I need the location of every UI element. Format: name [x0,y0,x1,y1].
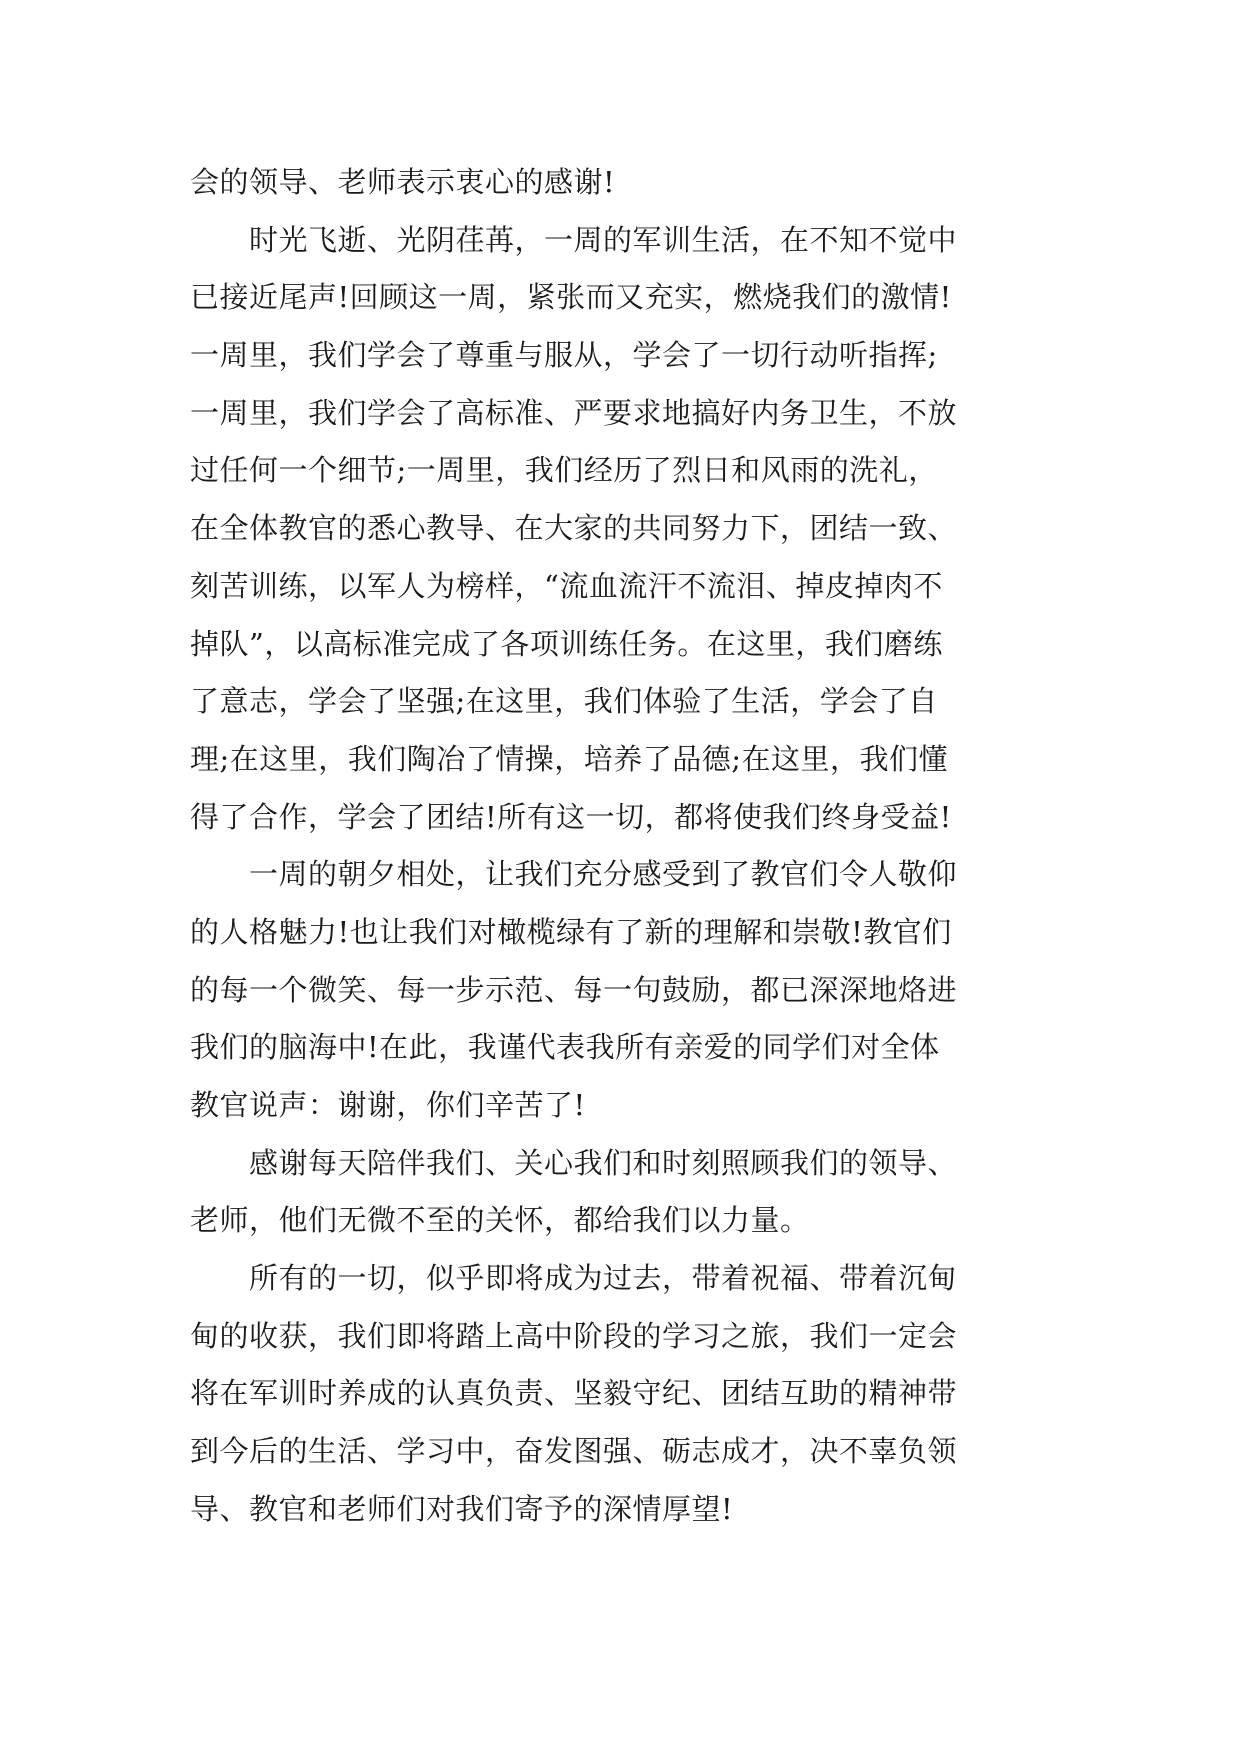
text-line: 我们的脑海中!在此，我谨代表我所有亲爱的同学们对全体 [190,1030,940,1065]
text-line: 了意志，学会了坚强;在这里，我们体验了生活，学会了自 [190,684,938,719]
text-line: 老师，他们无微不至的关怀，都给我们以力量。 [190,1203,810,1238]
text-line: 得了合作，学会了团结!所有这一切，都将使我们终身受益! [190,799,952,834]
text-line: 到今后的生活、学习中，奋发图强、砺志成才，决不辜负领 [190,1434,958,1469]
text-line: 将在军训时养成的认真负责、坚毅守纪、团结互助的精神带 [190,1376,958,1411]
text-line: 感谢每天陪伴我们、关心我们和时刻照顾我们的领导、 [190,1145,958,1180]
text-line: 一周里，我们学会了高标准、严要求地搞好内务卫生，不放 [190,395,958,430]
text-line: 会的领导、老师表示衷心的感谢! [190,165,616,199]
text-line: 所有的一切，似乎即将成为过去，带着祝福、带着沉甸 [190,1261,958,1296]
text-line: 甸的收获，我们即将踏上高中阶段的学习之旅，我们一定会 [190,1318,958,1353]
text-line: 在全体教官的悉心教导、在大家的共同努力下，团结一致、 [190,511,958,546]
text-line: 的人格魅力!也让我们对橄榄绿有了新的理解和崇敬!教官们 [190,914,952,949]
text-line: 一周里，我们学会了尊重与服从，学会了一切行动听指挥; [190,338,938,373]
text-line: 一周的朝夕相处，让我们充分感受到了教官们令人敬仰 [190,857,958,892]
text-line: 已接近尾声!回顾这一周，紧张而又充实，燃烧我们的激情! [190,280,952,315]
text-line: 刻苦训练，以军人为榜样，“流血流汗不流泪、掉皮掉肉不 [190,568,943,603]
text-line: 理;在这里，我们陶冶了情操，培养了品德;在这里，我们懂 [190,741,949,776]
text-line: 时光飞逝、光阴荏苒，一周的军训生活，在不知不觉中 [190,222,958,257]
text-line: 过任何一个细节;一周里，我们经历了烈日和风雨的洗礼， [190,453,938,488]
text-line: 教官说声：谢谢，你们辛苦了! [190,1088,586,1122]
text-line: 掉队”，以高标准完成了各项训练任务。在这里，我们磨练 [190,626,943,661]
text-line: 导、教官和老师们对我们寄予的深情厚望! [190,1491,734,1526]
document-body [190,154,1070,1539]
text-line: 的每一个微笑、每一步示范、每一句鼓励，都已深深地烙进 [190,972,958,1007]
